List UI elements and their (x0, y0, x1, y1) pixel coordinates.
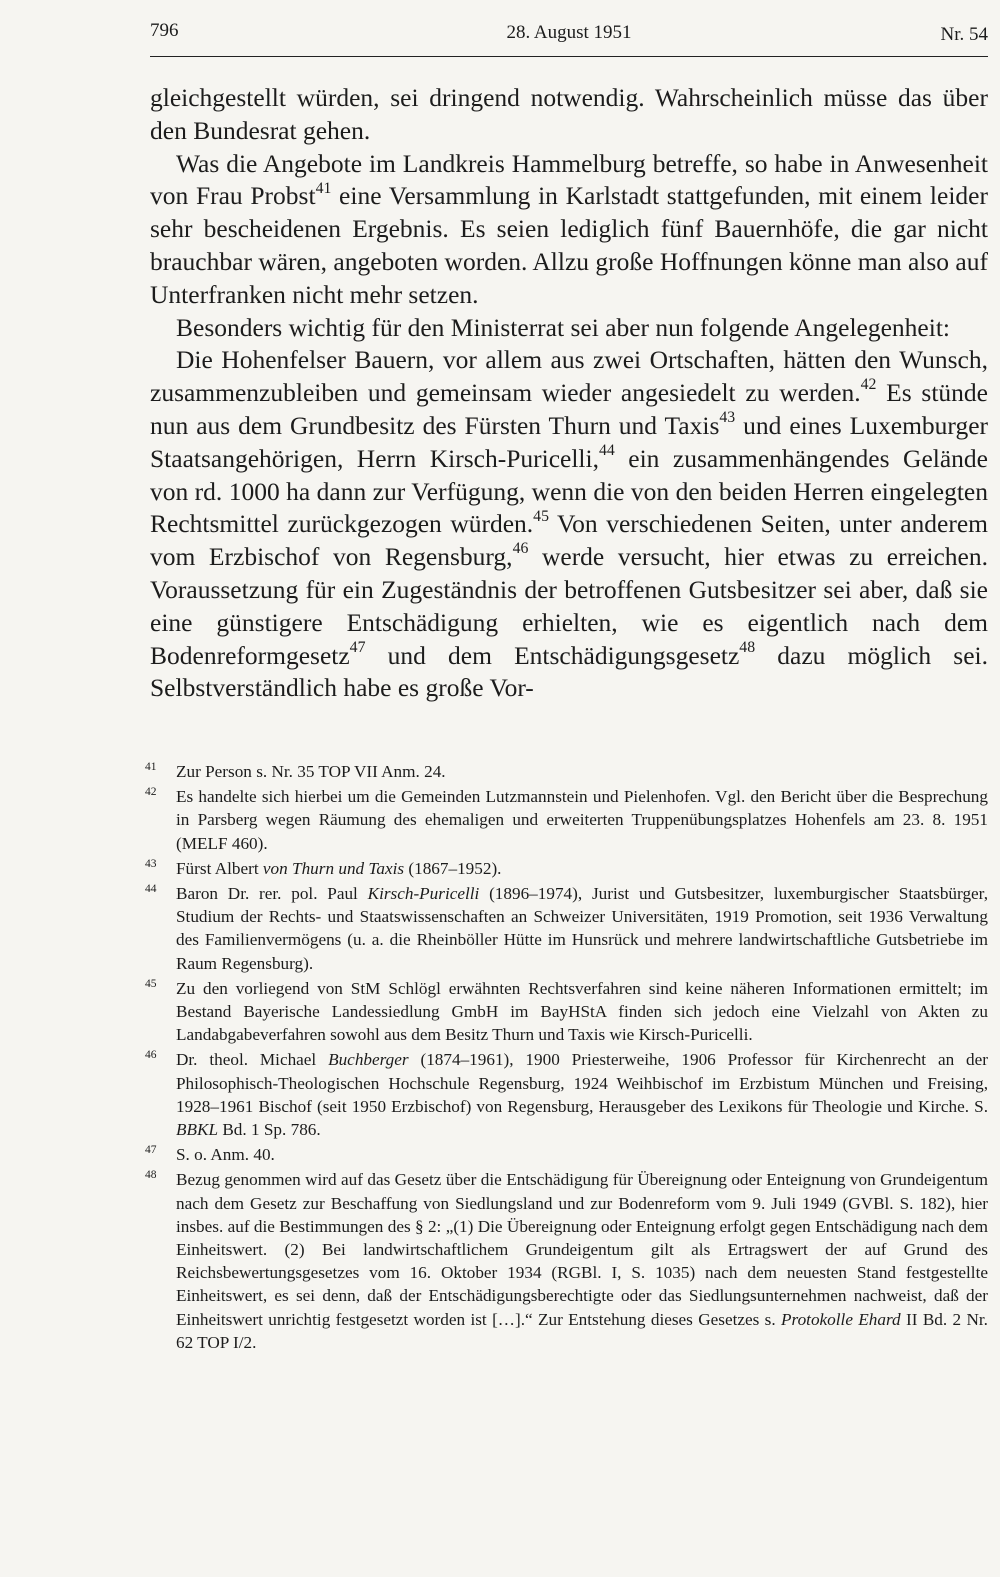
footnote-ref-48[interactable]: 48 (739, 638, 756, 656)
header-rule (150, 56, 988, 57)
footnote-ref-47[interactable]: 47 (349, 638, 366, 656)
page-number: 796 (150, 20, 179, 41)
footnote-ref-46[interactable]: 46 (512, 540, 529, 558)
paragraph-2: Was die Angebote im Landkreis Hammelburg betreffe, so habe in Anwesenheit von Frau Probst$^{41}$ eine Versammlung in Karlstadt stattgefunden, mit einem leider sehr bescheidenen Ergebnis. Es seien lediglich fünf Bauernhöfe, die gar nicht brauchbar wären, angeboten worden. Allzu große Hoffnungen könne man also auf Unterfranken nicht mehr setzen. (150, 148, 988, 309)
footnote-47: 47 S. o. Anm. 40. (145, 1144, 275, 1165)
footnote-44: 44 Baron Dr. rer. pol. Paul Kirsch-Puricelli (1896–1974), Jurist und Gutsbesitzer, luxemburgischer Staatsbürger, Studium der Rechts- und Staatswissenschaften an Schweizer Universitäten, 1919 Promotion, seit 1936 Verwaltung des Familienvermögens (u. a. die Rheinböller Hütte im Hunsrück und mehrere landwirtschaftliche Gutsbetriebe im Raum Regensburg). (145, 883, 988, 973)
footnote-ref-41[interactable]: 41 (315, 179, 332, 197)
header-date: 28. August 1951 (506, 22, 632, 43)
footnote-43: 43 Fürst Albert von Thurn und Taxis (1867–1952). (145, 857, 502, 878)
footnotes (145, 760, 988, 1356)
footnote-46: 46 Dr. theol. Michael Buchberger (1874–1961), 1900 Priesterweihe, 1906 Professor für Kirchenrecht an der Philosophisch-Theologischen Hochschule Regensburg, 1924 Weihbischof im Erzbistum München und Freising, 1928–1961 Bischof (seit 1950 Erzbischof) von Regensburg, Herausgeber des Lexikons für Theologie und Kirche. S. BBKL Bd. 1 Sp. 786. (145, 1049, 988, 1140)
running-header (150, 20, 988, 52)
footnote-ref-44[interactable]: 44 (598, 441, 615, 459)
paragraph-4: Die Hohenfelser Bauern, vor allem aus zwei Ortschaften, hätten den Wunsch, zusammenzubleiben und gemeinsam wieder angesiedelt zu werden.$^{42}$ Es stünde nun aus dem Grundbesitz des Fürsten Thurn und Taxis$^{43}$ und eines Luxemburger Staatsangehörigen, Herrn Kirsch-Puricelli,$^{44}$ ein zusammenhängendes Gelände von rd. 1000 ha dann zur Verfügung, wenn die von den beiden Herren eingelegten Rechtsmittel zurückgezogen würden.$^{45}$ Von verschiedenen Seiten, unter anderem vom Erzbischof von Regensburg,$^{46}$ werde versucht, hier etwas zu erreichen. Voraussetzung für ein Zugeständnis der betroffenen Gutsbesitzer sei aber, daß sie eine günstigere Entschädigung erhielten, wie es eigentlich nach dem Bodenreformgesetz$^{47}$ und dem Entschädigungsgesetz$^{48}$ dazu möglich sei. Selbstverständlich habe es große Vor- (150, 345, 988, 703)
issue-number: Nr. 54 (940, 24, 988, 45)
main-text (150, 82, 988, 705)
footnote-ref-45[interactable]: 45 (533, 507, 549, 525)
footnote-41: 41 Zur Person s. Nr. 35 TOP VII Anm. 24. (145, 761, 446, 781)
footnote-ref-43[interactable]: 43 (719, 409, 736, 427)
footnote-42: 42 Es handelte sich hierbei um die Gemeinden Lutzmannstein und Pielenhofen. Vgl. den Bericht über die Besprechung in Parsberg wegen Räumung des ehemaligen und erweiterten Truppenübungsplatzes Hohenfels am 23. 8. 1951 (MELF 460). (145, 786, 988, 853)
paragraph-1: gleichgestellt würden, sei dringend notwendig. Wahrscheinlich müsse das über den Bundesrat gehen. (150, 83, 988, 145)
paragraph-3: Besonders wichtig für den Ministerrat sei aber nun folgende Angelegenheit: (176, 312, 950, 342)
footnote-ref-42[interactable]: 42 (860, 376, 877, 394)
footnote-45: 45 Zu den vorliegend von StM Schlögl erwähnten Rechtsverfahren sind keine näheren Informationen ermittelt; im Bestand Bayerische Landessiedlung GmbH im BayHStA finden sich jedoch eine Vielzahl von Akten zu Landabgabeverfahren sowohl aus dem Besitz Thurn und Taxis wie Kirsch-Puricelli. (145, 977, 988, 1045)
footnote-48: 48 Bezug genommen wird auf das Gesetz über die Entschädigung für Übereignung oder Enteignung von Grundeigentum nach dem Gesetz zur Beschaffung von Siedlungsland und zur Bodenreform vom 9. Juli 1949 (GVBl. S. 182), hier insbes. auf die Bestimmungen des § 2: „(1) Die Übereignung oder Enteignung erfolgt gegen Entschädigung nach dem Einheitswert. (2) Bei landwirtschaftlichem Grundeigentum gilt als Ertragswert der auf Grund des Reichsbewertungsgesetzes vom 16. Oktober 1934 (RGBl. I, S. 1035) nach dem neuesten Stand festgestellte Einheitswert, es sei denn, daß der Entschädigungsberechtigte oder das Siedlungsunternehmen nachweist, daß der Einheitswert unrichtig festgesetzt worden ist […].“ Zur Entstehung dieses Gesetzes s. Protokolle Ehard II Bd. 2 Nr. 62 TOP I/2. (145, 1169, 988, 1352)
